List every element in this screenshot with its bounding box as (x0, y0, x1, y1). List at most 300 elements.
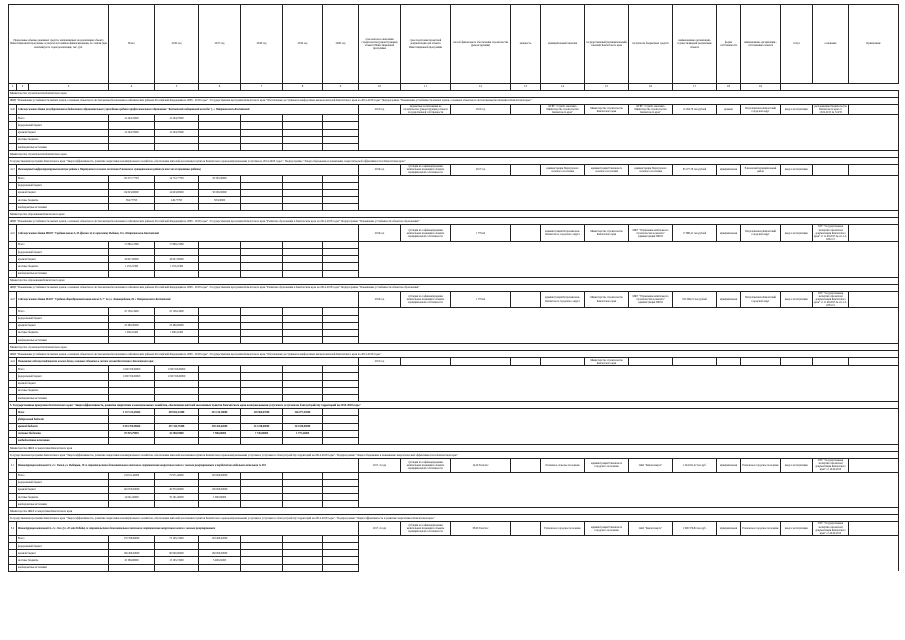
finance-value (109, 479, 155, 486)
finance-empty (323, 501, 359, 508)
finance-filler (359, 366, 899, 373)
object-recipient: ОАО "Камчатэнерго" (629, 459, 673, 472)
finance-value (283, 366, 323, 373)
row-number: 4.24 (9, 358, 17, 366)
finance-value: 160 000,00000 (199, 550, 241, 557)
header-note: Примечание (849, 5, 899, 84)
section-row (9, 402, 899, 409)
column-number: 16 (629, 84, 673, 91)
finance-empty (323, 175, 359, 182)
object-recipient: МКУ "Управление капитального строительства и ремонта" администрации ПКГО (629, 291, 673, 307)
finance-spacer (9, 129, 17, 136)
object-basis (813, 165, 849, 175)
finance-row (9, 564, 899, 571)
finance-value (199, 329, 241, 336)
finance-filler (359, 263, 899, 270)
finance-filler (359, 315, 899, 322)
finance-value: 75 971,40000 (155, 472, 199, 479)
object-status: ввод в эксплуатацию (781, 459, 813, 472)
object-power (511, 105, 541, 115)
finance-value: 213 238,00000 (241, 423, 283, 430)
spreadsheet-page (8, 4, 898, 572)
finance-value: 100 000,00000 (199, 486, 241, 493)
object-type: бюджетные ассигнования на строительство (реконструкцию) объекта государственной собственности (401, 105, 451, 115)
object-owner: Елизовское городское поселение (741, 459, 781, 472)
object-status (781, 358, 813, 366)
column-number: 3 (29, 84, 109, 91)
finance-value: 154 911,40000 (109, 472, 155, 479)
object-customer: администрация Петропавловск-Камчатского городского округа (541, 291, 585, 307)
section-title: Министерство строительства Камчатского края (9, 151, 899, 158)
object-power (511, 291, 541, 307)
column-number: 10 (359, 84, 401, 91)
finance-filler (359, 322, 899, 329)
finance-empty (323, 557, 359, 564)
finance-value (241, 564, 283, 571)
finance-row (9, 256, 899, 263)
finance-value (241, 380, 283, 387)
header-customer: муниципальный заказчик (541, 5, 585, 84)
finance-value: 346 077,42000 (283, 409, 323, 416)
finance-empty (323, 409, 359, 416)
finance-spacer (9, 486, 17, 493)
finance-spacer (9, 373, 17, 380)
section-title: ФЦП "Повышение устойчивости жилых домов, основных объектов и систем жизнеобеспечения в сейсмических районах Российской Федерации на 2009 - 2018 годы" / Государственная программа Камчатского края "Развитие образования в Камчатском крае на 2014-2018 годы" Подпрограмма "Повышение устойчивости объектов образования" (9, 218, 899, 225)
finance-value (109, 416, 155, 423)
object-org: 65 277,79 тыс.рублей (673, 165, 717, 175)
finance-empty (323, 322, 359, 329)
finance-row (9, 182, 899, 189)
finance-value (199, 395, 241, 402)
column-number: 13 (511, 84, 541, 91)
finance-value: 149,77793 (155, 197, 199, 204)
finance-empty (323, 373, 359, 380)
finance-filler (359, 380, 899, 387)
finance-value (241, 337, 283, 344)
finance-filler (359, 256, 899, 263)
row-number: 5.2 (9, 522, 17, 535)
finance-value (241, 535, 283, 542)
finance-filler (359, 189, 899, 196)
object-customer: администрация Паратунского сельского поселения (541, 165, 585, 175)
section-title: ФЦП "Повышение устойчивости жилых домов, основных объектов и систем жизнеобеспечения в сейсмических районах Российской Федерации на 2009 - 2018 годы" / Государственная программа Камчатского края "Обеспечение доступным и комфортным жильем жителей Камчатского края на 2014-2018 годы" (9, 351, 899, 358)
finance-spacer (9, 122, 17, 129)
finance-value: 2 054 705,99660 (109, 423, 155, 430)
object-power (511, 165, 541, 175)
finance-value (241, 241, 283, 248)
finance-label: федеральный бюджет (17, 122, 109, 129)
finance-value (199, 241, 241, 248)
section-row (9, 98, 899, 105)
finance-spacer (9, 136, 17, 143)
finance-empty (323, 494, 359, 501)
finance-row (9, 308, 899, 315)
finance-row (9, 543, 899, 550)
object-owner: Петропавловск-Камчатский городской округ (741, 105, 781, 115)
finance-filler (359, 543, 899, 550)
object-name: Повышение сейсмоустойчивости жилых домов, основных объектов и систем жизнеобеспечения в Камчатском крае (17, 358, 359, 366)
finance-value (109, 337, 155, 344)
finance-spacer (9, 204, 17, 211)
finance-filler (359, 136, 899, 143)
finance-label: краевой бюджет (17, 380, 109, 387)
section-title: ФЦП "Повышение устойчивости жилых домов, основных объектов и систем жизнеобеспечения в сейсмических районах Российской Федерации на 2009 - 2018 годы" / Государственная программа Камчатского края "Развитие образования в Камчатском крае на 2014-2018 годы" Подпрограмма "Повышение устойчивости объектов образования" (9, 284, 899, 291)
finance-value: 170 766,96000 (109, 535, 155, 542)
finance-value (283, 175, 323, 182)
finance-row (9, 550, 899, 557)
finance-label: Всего (17, 175, 109, 182)
finance-value (199, 308, 241, 315)
finance-value (241, 550, 283, 557)
finance-value (283, 315, 323, 322)
finance-value (199, 373, 241, 380)
finance-spacer (9, 182, 17, 189)
object-owner: Елизовский муниципальный район (741, 165, 781, 175)
object-status: ввод в эксплуатацию (781, 291, 813, 307)
object-basis (813, 358, 849, 366)
finance-spacer (9, 270, 17, 277)
finance-spacer (9, 175, 17, 182)
object-basis: распоряжение Правительства Камчатского края от 13.02.2015 № 72-РП (814, 105, 847, 115)
finance-value: 12 204,70000 (109, 115, 155, 122)
finance-row (9, 479, 899, 486)
finance-value (109, 380, 155, 387)
finance-value (199, 182, 241, 189)
section-row (9, 344, 899, 351)
finance-value: 140 870,00000 (109, 486, 155, 493)
finance-empty (323, 543, 359, 550)
finance-spacer (9, 494, 17, 501)
section-row (9, 452, 899, 459)
section-row (9, 91, 899, 98)
column-number: 8 (283, 84, 323, 91)
column-number: 9 (323, 84, 359, 91)
finance-value (241, 122, 283, 129)
header-2016: 2016 год (155, 5, 199, 84)
finance-empty (323, 437, 359, 444)
finance-spacer (9, 430, 17, 437)
column-number: 5 (155, 84, 199, 91)
finance-empty (323, 380, 359, 387)
finance-value (283, 472, 323, 479)
object-period: 2017, 4 года (359, 522, 401, 535)
finance-value (283, 144, 323, 151)
finance-value (283, 204, 323, 211)
section-title: Министерство ЖКХ и энергетики Камчатского края (9, 508, 899, 515)
finance-label: местные бюджеты (17, 557, 109, 564)
column-number: 18 (717, 84, 741, 91)
object-name: Реконструкция котельной № 4 с. Эссо (ул. 40 лет Победы) со строительством дополнительного теплового сопротивления нагрузочного котла с газовым резервированием (17, 522, 359, 535)
finance-empty (323, 129, 359, 136)
finance-label: краевой бюджет (17, 256, 109, 263)
finance-filler (359, 479, 899, 486)
object-recipient: ОАО "Камчатэнерго" (629, 522, 673, 535)
finance-value (241, 494, 283, 501)
object-period: 2016 год (359, 225, 401, 241)
finance-value (283, 486, 323, 493)
object-design: 2017 год (451, 165, 511, 175)
object-form: муниципальная (717, 165, 741, 175)
finance-spacer (9, 423, 17, 430)
section-title: Государственная программа Камчатского края "Энергоэффективность, развитие энергетики и коммунального хозяйства, обеспечение жителей населенных пунктов Камчатского края коммунальными услугами и услугами по благоустройству территорий на 2014-2018 годы" / Подпрограмма "Энергоэффективность и развитие энергетики в Камчатском крае" (9, 515, 899, 522)
finance-filler (359, 430, 899, 437)
finance-value (199, 437, 241, 444)
finance-label: местные бюджеты (17, 197, 109, 204)
finance-value: 105 000,00000 (199, 472, 241, 479)
object-design: 1 779 м2 (451, 291, 511, 307)
finance-empty (323, 308, 359, 315)
object-org: 105 266,21 тыс.рублей (673, 291, 717, 307)
finance-spacer (9, 564, 17, 571)
finance-empty (323, 366, 359, 373)
finance-filler (359, 270, 899, 277)
section-row (9, 158, 899, 165)
finance-label: местные бюджеты (17, 263, 109, 270)
finance-spacer (9, 366, 17, 373)
object-type: субсидия на софинансирование капитальных вложений в объекты муниципальной собственности (401, 291, 451, 307)
finance-spacer (9, 308, 17, 315)
finance-empty (323, 256, 359, 263)
object-row (9, 459, 899, 472)
section-row (9, 151, 899, 158)
column-number: 4 (109, 84, 155, 91)
finance-spacer (9, 479, 17, 486)
finance-row (9, 136, 899, 143)
finance-value (283, 182, 323, 189)
finance-value: 1 775,42000 (283, 430, 323, 437)
finance-row (9, 423, 899, 430)
object-developer: Министерство строительства Камчатского края (585, 225, 629, 241)
finance-value (241, 479, 283, 486)
finance-spacer (9, 197, 17, 204)
finance-row (9, 380, 899, 387)
object-basis: ГЛУ "Государственная экспертиза проектной документации Камчатского края" от 14.04.2012 (813, 459, 849, 472)
finance-value (155, 564, 199, 571)
object-row (9, 225, 899, 241)
finance-value (241, 543, 283, 550)
column-number: 17 (673, 84, 717, 91)
finance-value (155, 182, 199, 189)
object-note (849, 522, 899, 535)
finance-label: Всего (17, 472, 109, 479)
finance-value (241, 373, 283, 380)
finance-row (9, 557, 899, 564)
finance-value (155, 249, 199, 256)
header-2017: 2017 год (199, 5, 241, 84)
finance-empty (323, 395, 359, 402)
object-name: Сейсмоусиление здания МАОУ "Средняя общеобразовательная школа № 7" по ул. Ленинградская, 84 г. Петропавловск-Камчатский (17, 291, 359, 307)
finance-value (155, 380, 199, 387)
finance-value (241, 472, 283, 479)
finance-value (155, 122, 199, 129)
finance-value: 1 656,21400 (109, 329, 155, 336)
finance-filler (359, 416, 899, 423)
finance-value (199, 322, 241, 329)
finance-value (283, 241, 323, 248)
section-title: 5. Государственная программа Камчатского края "Энергоэффективность, развитие энергетики и коммунального хозяйства, обеспечение жителей населенных пунктов Камчатского края коммунальными услугами и услугами по благоустройству территорий на 2014-2018 годы" (9, 402, 899, 409)
finance-value (283, 308, 323, 315)
object-form: муниципальная (717, 225, 741, 241)
finance-value: 87 815,79949 (109, 430, 155, 437)
finance-value: 17 880,21380 (155, 241, 199, 248)
finance-value: 351 134,18000 (199, 409, 241, 416)
finance-value: 654,77793 (109, 197, 155, 204)
finance-value (283, 322, 323, 329)
finance-value (283, 197, 323, 204)
finance-empty (323, 136, 359, 143)
finance-filler (359, 535, 899, 542)
row-number: 4.20 (9, 105, 17, 115)
finance-label: внебюджетные источники (17, 501, 109, 508)
finance-value (199, 129, 241, 136)
finance-row (9, 387, 899, 394)
finance-label: краевой бюджет (17, 423, 109, 430)
object-status: ввод в эксплуатацию (781, 225, 813, 241)
object-owner: Елизовское городское поселение (741, 522, 781, 535)
finance-label: местные бюджеты (17, 136, 109, 143)
finance-filler (359, 175, 899, 182)
column-number: 19 (741, 84, 781, 91)
finance-filler (359, 409, 899, 416)
header-power: мощность (511, 5, 541, 84)
finance-value: 12 204,70000 (155, 129, 199, 136)
finance-value: 40 870,00000 (155, 486, 199, 493)
finance-value (155, 479, 199, 486)
finance-value (155, 501, 199, 508)
finance-spacer (9, 263, 17, 270)
finance-value: 499 652,34408 (155, 409, 199, 416)
finance-value: 7 586,00000 (199, 430, 241, 437)
finance-value: 64 623,00000 (109, 189, 155, 196)
object-developer: Министерство строительства Камчатского края (585, 105, 629, 115)
finance-empty (323, 486, 359, 493)
finance-value (155, 204, 199, 211)
finance-filler (359, 423, 899, 430)
finance-value (199, 380, 241, 387)
object-recipient: КГБУ "Служба заказчика Министерства строительства Камчатского края" (629, 105, 673, 115)
finance-value: 50 000,00000 (199, 189, 241, 196)
finance-empty (323, 337, 359, 344)
finance-value: 5 000,00000 (199, 494, 241, 501)
finance-filler (359, 144, 899, 151)
object-row (9, 522, 899, 535)
finance-value (241, 308, 283, 315)
finance-value (155, 387, 199, 394)
row-number: 5.1 (9, 459, 17, 472)
finance-value: 25 136,21400 (155, 308, 199, 315)
finance-value (109, 136, 155, 143)
finance-filler (359, 501, 899, 508)
finance-value (109, 249, 155, 256)
section-title: Министерство образования Камчатского края (9, 277, 899, 284)
finance-row (9, 494, 899, 501)
finance-label: внебюджетные источники (17, 144, 109, 151)
row-number: 4.21 (9, 165, 17, 175)
finance-label: федеральный бюджет (17, 543, 109, 550)
finance-value (109, 144, 155, 151)
finance-row (9, 115, 899, 122)
finance-value (283, 416, 323, 423)
finance-row (9, 329, 899, 336)
finance-row (9, 175, 899, 182)
finance-spacer (9, 241, 17, 248)
finance-value (283, 387, 323, 394)
finance-value (283, 543, 323, 550)
finance-value (241, 270, 283, 277)
finance-value (199, 136, 241, 143)
finance-value (241, 136, 283, 143)
finance-value (283, 122, 323, 129)
finance-empty (323, 387, 359, 394)
finance-spacer (9, 543, 17, 550)
finance-label: краевой бюджет (17, 322, 109, 329)
finance-value: 17 880,21380 (109, 241, 155, 248)
object-period: 2015 год (359, 105, 401, 115)
finance-value: 10 366,96000 (109, 557, 155, 564)
object-developer: администрация Елизовского сельского поселения (585, 165, 629, 175)
object-form: краевая (717, 105, 741, 115)
finance-value: 160 400,00000 (109, 550, 155, 557)
finance-empty (323, 249, 359, 256)
finance-label: федеральный бюджет (17, 182, 109, 189)
object-status: ввод в эксплуатацию (781, 522, 813, 535)
finance-label: внебюджетные источники (17, 337, 109, 344)
column-number: 7 (241, 84, 283, 91)
finance-value: 60 000,00000 (155, 550, 199, 557)
finance-filler (359, 387, 899, 394)
finance-row (9, 416, 899, 423)
section-title: Министерство образования Камчатского края (9, 211, 899, 218)
finance-row (9, 395, 899, 402)
finance-label: федеральный бюджет (17, 479, 109, 486)
finance-label: внебюджетные источники (17, 564, 109, 571)
finance-value (109, 182, 155, 189)
finance-value (241, 144, 283, 151)
object-note (849, 358, 899, 366)
finance-row (9, 366, 899, 373)
finance-value (283, 550, 323, 557)
finance-value: 1 253,21380 (109, 263, 155, 270)
finance-value (199, 249, 241, 256)
object-org: 17 880,21 тыс.рублей (673, 225, 717, 241)
object-design (451, 358, 511, 366)
object-type: субсидия на софинансирование капитальных вложений в объекты муниципальной собственности (401, 459, 451, 472)
object-recipient: администрация Паратунского сельского поселения (629, 165, 673, 175)
object-org: 1 906 370,84 тыс.руб. (673, 522, 717, 535)
object-customer: администрация Петропавловск-Камчатского городского округа (541, 225, 585, 241)
object-name: Реконструкция котельной № 2 с. Тигиль ул. Рыбацкая, 19 со строительством дополнительного теплового сопротивления нагрузочного котла с газовым резервированием и передачей на отдельном котельном № 363 (17, 459, 359, 472)
finance-value: 16 627,00000 (109, 256, 155, 263)
finance-filler (359, 486, 899, 493)
finance-value (283, 129, 323, 136)
finance-value (155, 144, 199, 151)
finance-empty (323, 430, 359, 437)
finance-label: внебюджетные источники (17, 270, 109, 277)
finance-value (283, 249, 323, 256)
finance-value: 7 726,00000 (241, 430, 283, 437)
finance-filler (359, 337, 899, 344)
finance-value (241, 329, 283, 336)
finance-value (199, 315, 241, 322)
finance-value: 1 000 550,00000 (155, 366, 199, 373)
finance-spacer (9, 380, 17, 387)
finance-row (9, 122, 899, 129)
header-basis: основание (813, 5, 849, 84)
finance-empty (323, 197, 359, 204)
finance-row (9, 270, 899, 277)
finance-value (283, 380, 323, 387)
object-power (511, 358, 541, 366)
